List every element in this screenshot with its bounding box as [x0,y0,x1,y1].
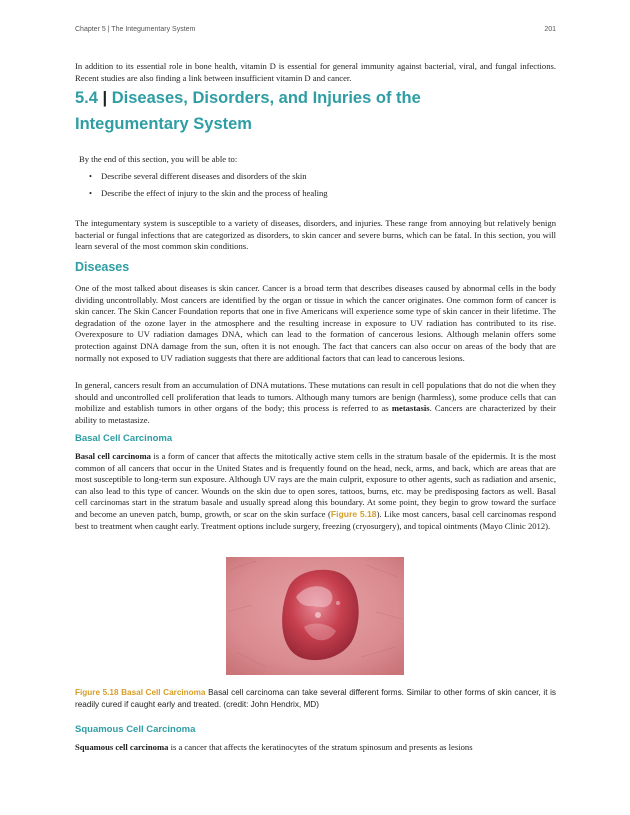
basal-cell-paragraph [75,451,556,532]
figure-label: Figure 5.18 Basal Cell Carcinoma [75,688,206,697]
chapter-title: Chapter 5 | The Integumentary System [75,26,196,33]
paragraph-text: . Cancers are characterized by their ability to metastasize. [75,403,556,425]
squamous-cell-paragraph [75,742,556,754]
squamous-cell-heading: Squamous Cell Carcinoma [75,724,196,735]
basal-cell-heading: Basal Cell Carcinoma [75,433,173,444]
paragraph-text: ). Like most cancers, basal cell carcinomas respond best to treatment when caught early. Treatment options include surgery, freezing (cryosurgery), and topical ointments (Mayo Clinic 2012). [75,508,556,531]
key-term-metastasis: metastasis [391,403,430,414]
paragraph-text: is a cancer that affects the keratinocytes of the stratum spinosum and presents as lesions [168,742,473,752]
diseases-paragraph-2 [75,380,556,426]
objectives-intro: By the end of this section, you will be able to: [79,154,238,164]
section-separator: | [102,89,108,107]
section-number: 5.4 [75,89,98,107]
intro-paragraph: In addition to its essential role in bone health, vitamin D is essential for general immunity against bacterial, viral, and fungal infections. Recent studies are also finding a link between insufficient vitamin D and cancer. [75,61,556,83]
figure-caption-text: Basal cell carcinoma can take several different forms. Similar to other forms of skin cancer, it is readily cured if caught early and treated. (credit: John Hendrix, MD) [75,688,557,709]
learning-objectives [79,154,549,206]
paragraph-text: In general, cancers result from an accumulation of DNA mutations. These mutations can result in cell populations that do not die when they should and uncontrolled cell proliferation that leads to tumors. Although many tumors are benign (harmless), some produce cells that can mobilize and establish tumors in other organs of the body; this process is referred to as [75,380,556,414]
running-head [75,26,556,38]
diseases-heading: Diseases [75,260,130,274]
lesion-sheen [315,612,321,618]
basal-cell-carcinoma-photo [226,557,404,675]
objective-item: • Describe the effect of injury to the skin and the process of healing [91,188,549,200]
diseases-paragraph-1: One of the most talked about diseases is skin cancer. Cancer is a broad term that describes diseases caused by abnormal cells in the body dividing uncontrollably. Most cancers are identified by the organ or tissue in which the cancer originates. One common form of cancer is skin cancer. The Skin Cancer Foundation reports that one in five Americans will experience some type of skin cancer in their lifetime. The degradation of the ozone layer in the atmosphere and the resulting increase in exposure to UV radiation has contributed to its rise. Overexposure to UV radiation damages DNA, which can lead to the formation of cancerous lesions. Although melanin offers some protection against DNA damage from the sun, often it is not enough. The fact that cancers can also occur on areas of the body that are normally not exposed to UV radiation suggests that there are additional factors that can lead to cancerous lesions. [75,283,556,363]
paragraph-text: is a form of cancer that affects the mitotically active stem cells in the stratum basale of the epidermis. It is the most common of all cancers that occur in the United States and is frequently found on the head, neck, arms, and back, which are areas that are most susceptible to long-term sun exposure. Although UV rays are the main culprit, exposure to other agents, such as radiation and arsenic, can also lead to this type of cancer. Wounds on the skin due to open sores, tattoos, burns, etc. may be predisposing factors as well. Basal cell carcinomas start in the stratum basale and usually spread along this boundary. At some point, they begin to grow toward the surface and become an uneven patch, bump, growth, or scar on the skin surface ( [75,451,556,519]
objective-item: • Describe several different diseases and disorders of the skin [91,171,549,183]
page-number: 201 [544,26,556,33]
figure-caption [75,687,556,710]
section-title-continued [75,111,556,137]
figure-5-18-link[interactable]: Figure 5.18 [330,508,377,519]
overview-paragraph: The integumentary system is susceptible to a variety of diseases, disorders, and injuries. These range from annoying but relatively benign bacterial or fungal infections that are categorized as disorders, to skin cancer and severe burns, which can be fatal. In this section, you will learn several of the most common skin conditions. [75,218,556,252]
section-title [75,85,556,111]
section-title-line1: Diseases, Disorders, and Injuries of the [111,89,421,107]
key-term-squamous-cell-carcinoma: Squamous cell carcinoma [75,742,169,752]
section-title-line2: Integumentary System [75,115,252,133]
key-term-basal-cell-carcinoma: Basal cell carcinoma [75,451,151,461]
lesion-sheen [336,601,340,605]
objectives-list [79,171,549,200]
